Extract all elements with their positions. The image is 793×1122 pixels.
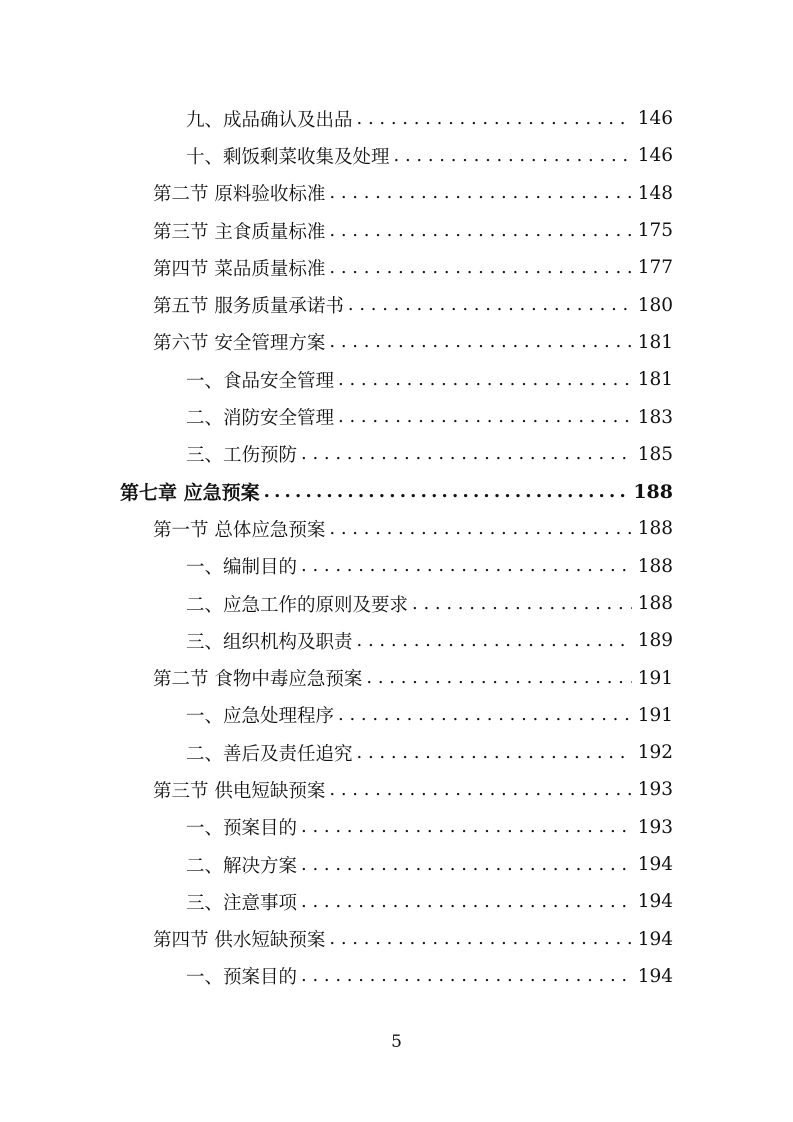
- toc-entry-title: 一、预案目的: [186, 818, 298, 840]
- toc-entry[interactable]: [0, 398, 793, 435]
- toc-entry-page: 194: [637, 928, 673, 950]
- toc-entry-title: 三、注意事项: [186, 892, 298, 914]
- toc-entry-page: 188: [637, 555, 673, 577]
- toc-entry[interactable]: [0, 697, 793, 734]
- toc-entry-page: 148: [637, 182, 673, 204]
- toc-entry-title: 三、组织机构及职责: [186, 631, 353, 653]
- toc-entry-title: 三、工伤预防: [186, 445, 298, 467]
- dot-leader: [301, 964, 632, 988]
- dot-leader: [301, 815, 632, 839]
- toc-chapter-entry[interactable]: [0, 473, 793, 510]
- dot-leader: [357, 629, 632, 653]
- dot-leader: [366, 666, 631, 690]
- toc-entry[interactable]: [0, 883, 793, 920]
- table-of-contents: [0, 100, 793, 995]
- toc-entry[interactable]: [0, 622, 793, 659]
- toc-entry[interactable]: [0, 734, 793, 771]
- toc-entry-title: 一、预案目的: [186, 967, 298, 989]
- toc-entry-title: 第五节 服务质量承诺书: [153, 296, 344, 318]
- dot-leader: [338, 703, 632, 727]
- toc-entry[interactable]: [0, 175, 793, 212]
- toc-entry[interactable]: [0, 585, 793, 622]
- toc-entry-title: 二、应急工作的原则及要求: [186, 594, 409, 616]
- toc-entry-page: 192: [637, 742, 673, 764]
- toc-entry-title: 第二节 原料验收标准: [153, 184, 326, 206]
- dot-leader: [357, 107, 632, 131]
- dot-leader: [338, 368, 632, 392]
- toc-entry-page: 188: [637, 518, 673, 540]
- dot-leader: [357, 741, 632, 765]
- toc-entry-page: 181: [637, 331, 673, 353]
- toc-entry-title: 二、解决方案: [186, 855, 298, 877]
- toc-entry-page: 189: [637, 630, 673, 652]
- toc-entry[interactable]: [0, 436, 793, 473]
- toc-entry[interactable]: [0, 510, 793, 547]
- toc-entry-title: 十、剩饭剩菜收集及处理: [186, 146, 390, 168]
- toc-entry-title: 二、善后及责任追究: [186, 743, 353, 765]
- toc-entry[interactable]: [0, 324, 793, 361]
- toc-entry[interactable]: [0, 137, 793, 174]
- toc-entry[interactable]: [0, 212, 793, 249]
- toc-entry-page: 188: [637, 593, 673, 614]
- toc-entry-page: 181: [637, 369, 673, 391]
- toc-entry[interactable]: [0, 659, 793, 696]
- toc-entry[interactable]: [0, 771, 793, 808]
- toc-entry-title: 第二节 食物中毒应急预案: [153, 669, 363, 691]
- toc-entry-page: 188: [633, 480, 673, 503]
- dot-leader: [301, 554, 632, 578]
- toc-entry-title: 第七章 应急预案: [120, 482, 260, 505]
- toc-entry[interactable]: [0, 958, 793, 995]
- toc-entry-page: 191: [637, 704, 673, 726]
- toc-entry[interactable]: [0, 286, 793, 323]
- dot-leader: [264, 480, 628, 504]
- dot-leader: [301, 442, 632, 466]
- toc-entry-page: 185: [637, 443, 673, 465]
- toc-entry-title: 二、消防安全管理: [186, 408, 335, 430]
- toc-entry-title: 第三节 主食质量标准: [153, 221, 326, 243]
- toc-entry-title: 第一节 总体应急预案: [153, 519, 326, 541]
- toc-entry-page: 177: [637, 257, 673, 279]
- toc-entry[interactable]: [0, 548, 793, 585]
- dot-leader: [329, 256, 631, 280]
- toc-entry-page: 194: [637, 965, 673, 987]
- toc-entry[interactable]: [0, 249, 793, 286]
- dot-leader: [338, 405, 632, 429]
- toc-entry-title: 第四节 菜品质量标准: [153, 258, 326, 280]
- toc-entry[interactable]: [0, 100, 793, 137]
- dot-leader: [329, 778, 631, 802]
- toc-entry[interactable]: [0, 809, 793, 846]
- toc-entry[interactable]: [0, 921, 793, 958]
- toc-entry-title: 第三节 供电短缺预案: [153, 780, 326, 802]
- dot-leader: [301, 853, 632, 877]
- toc-entry[interactable]: [0, 361, 793, 398]
- dot-leader: [329, 219, 631, 243]
- toc-entry-page: 194: [637, 891, 673, 913]
- toc-entry-page: 180: [637, 294, 673, 316]
- toc-entry-title: 第六节 安全管理方案: [153, 333, 326, 355]
- toc-entry-page: 175: [637, 220, 673, 242]
- dot-leader: [348, 293, 632, 317]
- toc-entry-page: 193: [637, 779, 673, 801]
- dot-leader: [329, 517, 631, 541]
- toc-entry-title: 一、应急处理程序: [186, 706, 335, 728]
- page-number: 5: [391, 1032, 402, 1052]
- toc-entry-title: 一、编制目的: [186, 557, 298, 579]
- toc-entry-title: 第四节 供水短缺预案: [153, 930, 326, 952]
- dot-leader: [329, 330, 631, 354]
- toc-entry[interactable]: [0, 846, 793, 883]
- dot-leader: [412, 592, 632, 616]
- toc-entry-page: 146: [637, 108, 673, 130]
- dot-leader: [329, 181, 631, 205]
- toc-entry-page: 191: [637, 667, 673, 689]
- dot-leader: [394, 144, 632, 168]
- toc-entry-title: 九、成品确认及出品: [186, 109, 353, 131]
- toc-entry-page: 194: [637, 854, 673, 876]
- toc-entry-title: 一、食品安全管理: [186, 370, 335, 392]
- dot-leader: [329, 927, 631, 951]
- toc-entry-page: 183: [637, 406, 673, 428]
- toc-entry-page: 193: [637, 816, 673, 838]
- dot-leader: [301, 890, 632, 914]
- toc-entry-page: 146: [637, 145, 673, 167]
